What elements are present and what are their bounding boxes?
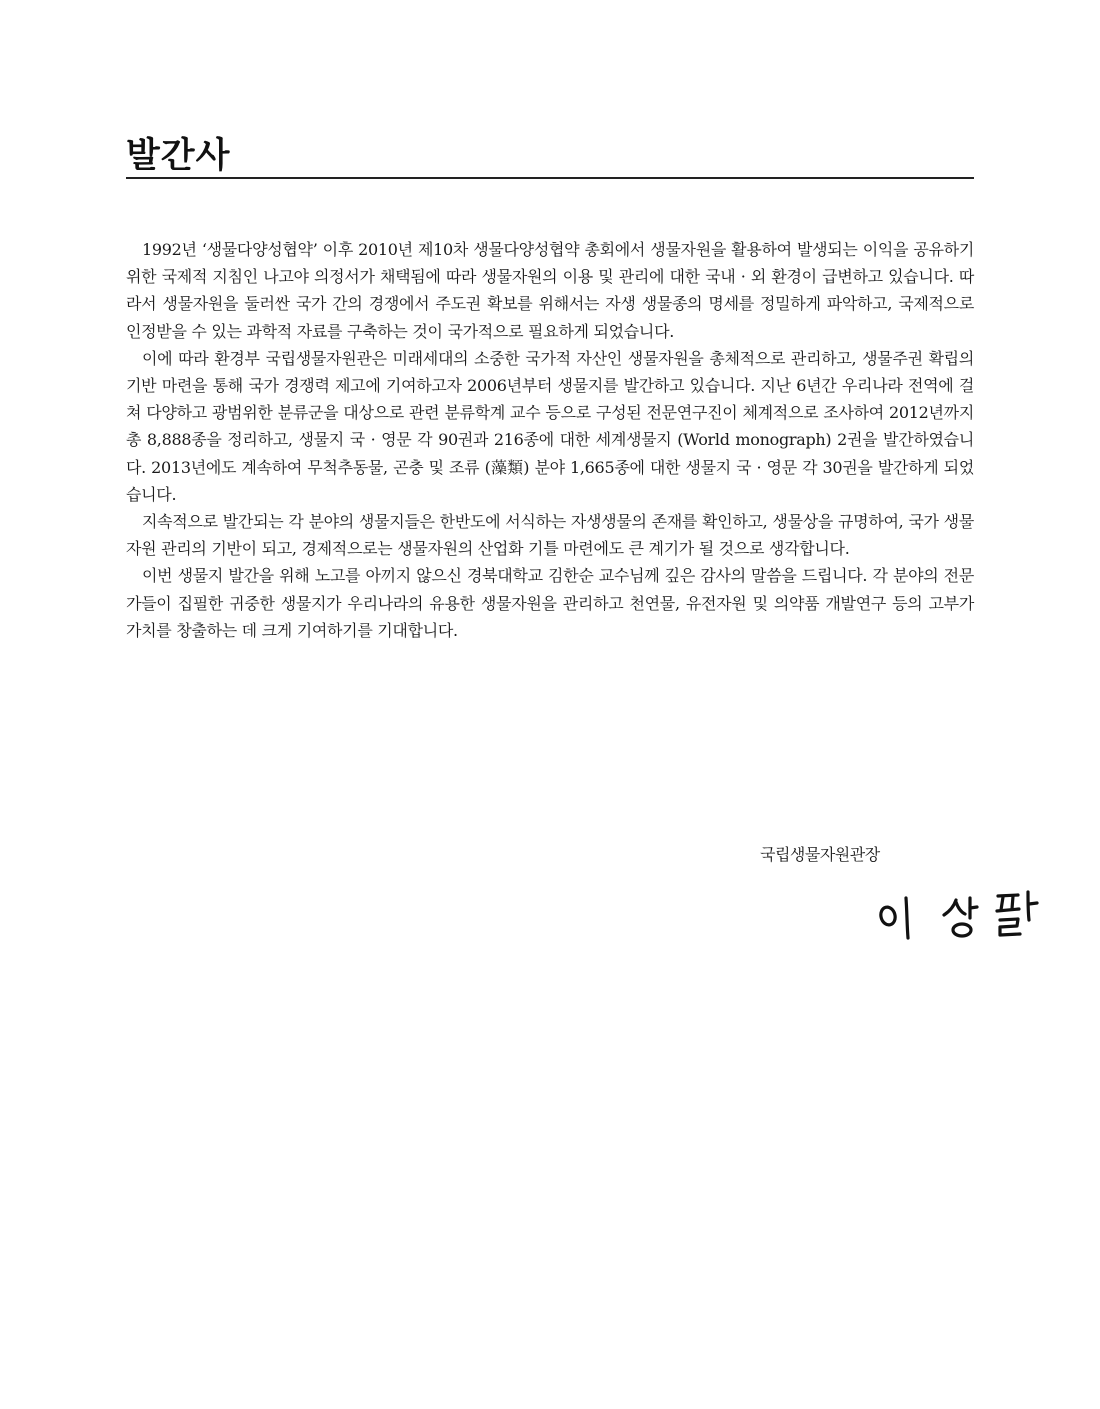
title-divider [126,177,974,179]
paragraph-4: 이번 생물지 발간을 위해 노고를 아끼지 않으신 경북대학교 김한순 교수님께 깊은 감사의 말씀을 드립니다. 각 분야의 전문가들이 집필한 귀중한 생물지가 우리나라의 유용한 생물자원을 관리하고 천연물, 유전자원 및 의약품 개발연구 등의 고부가 가치를 창출하는 데 크게 기여하기를 기대합니다. [126,566,974,640]
body-text [126,236,974,644]
document-page [126,0,974,1409]
paragraph-2: 이에 따라 환경부 국립생물자원관은 미래세대의 소중한 국가적 자산인 생물자원을 총체적으로 관리하고, 생물주권 확립의 기반 마련을 통해 국가 경쟁력 제고에 기여하고자 2006년부터 생물지를 발간하고 있습니다. 지난 6년간 우리나라 전역에 걸쳐 다양하고 광범위한 분류군을 대상으로 관련 분류학계 교수 등으로 구성된 전문연구진이 체계적으로 조사하여 2012년까지 총 8,888종을 정리하고, 생물지 국 · 영문 각 90권과 216종에 대한 세계생물지 (World monograph) 2권을 발간하였습니다. 2013년에도 계속하여 무척추동물, 곤충 및 조류 (藻類) 분야 1,665종에 대한 생물지 국 · 영문 각 30권을 발간하게 되었습니다. [126,348,974,504]
page-title: 발간사 [126,136,231,176]
handwritten-signature [878,886,1048,946]
signatory-position: 국립생물자원관장 [760,845,880,864]
signature-block [760,842,960,865]
paragraph-3: 지속적으로 발간되는 각 분야의 생물지들은 한반도에 서식하는 자생생물의 존재를 확인하고, 생물상을 규명하여, 국가 생물자원 관리의 기반이 되고, 경제적으로는 생물자원의 산업화 기틀 마련에도 큰 계기가 될 것으로 생각합니다. [126,512,974,559]
paragraph-1: 1992년 ‘생물다양성협약’ 이후 2010년 제10차 생물다양성협약 총회에서 생물자원을 활용하여 발생되는 이익을 공유하기 위한 국제적 지침인 나고야 의정서가 채택됨에 따라 생물자원의 이용 및 관리에 대한 국내 · 외 환경이 급변하고 있습니다. 따라서 생물자원을 둘러싼 국가 간의 경쟁에서 주도권 확보를 위해서는 자생 생물종의 명세를 정밀하게 파악하고, 국제적으로 인정받을 수 있는 과학적 자료를 구축하는 것이 국가적으로 필요하게 되었습니다. [126,240,974,341]
